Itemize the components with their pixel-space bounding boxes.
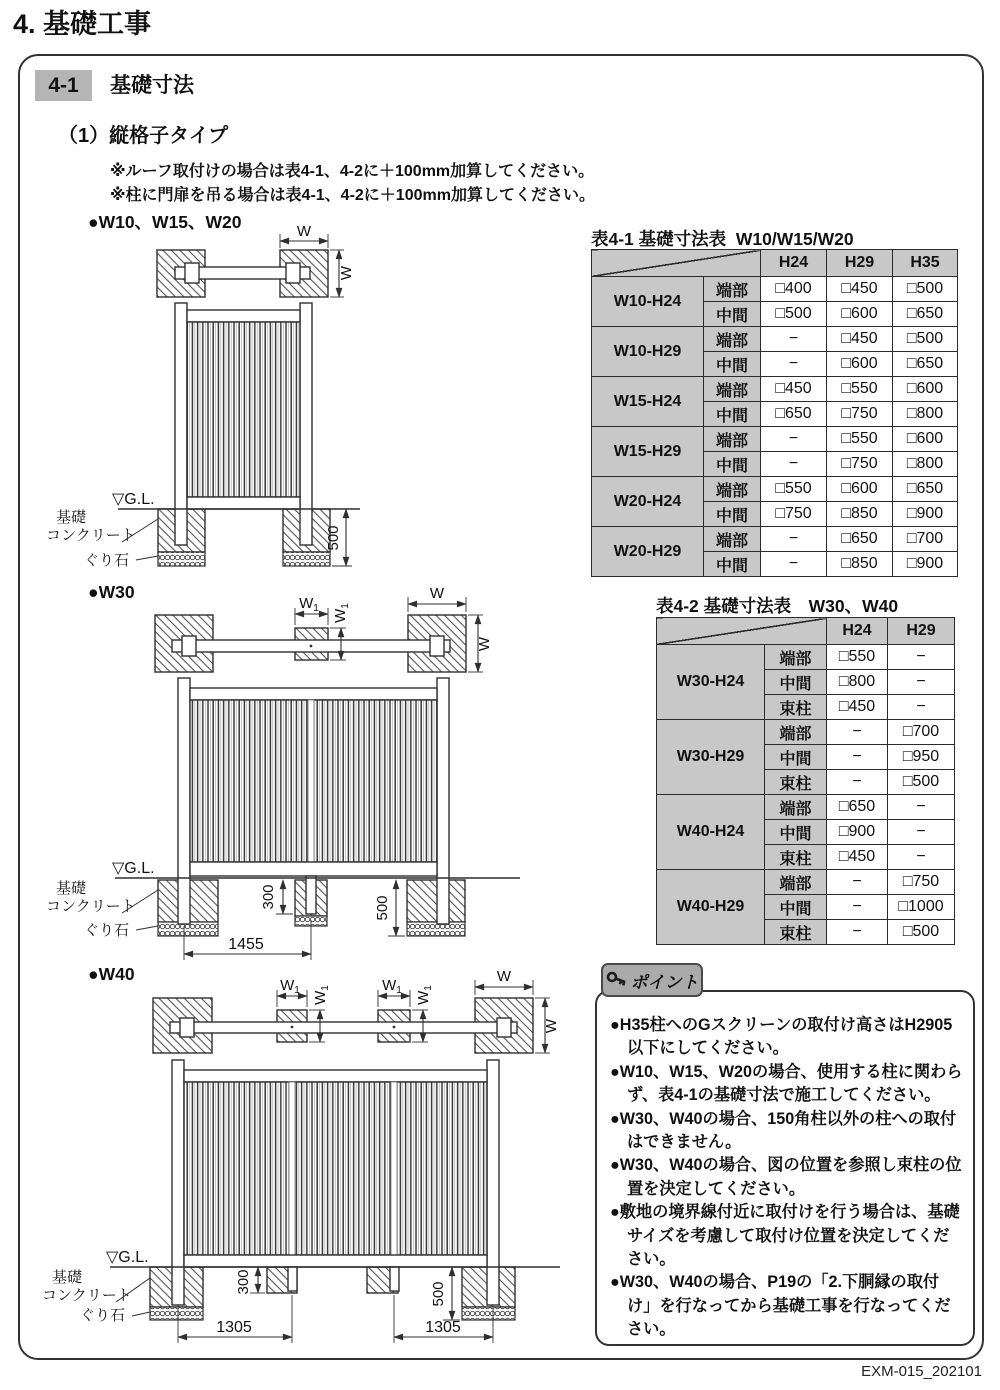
row-sub-label: 束柱 (765, 920, 827, 945)
row-group-label: W10-H29 (592, 327, 704, 377)
row-group-label: W40-H29 (657, 870, 765, 945)
dimension-value: □900 (893, 552, 958, 577)
w30-diagram (40, 580, 560, 970)
dimension-value: □450 (827, 277, 893, 302)
dimension-value: − (827, 745, 888, 770)
rubble-stones-right (462, 1307, 515, 1320)
dim-w-vertical: W (476, 636, 493, 652)
bottom-rail (184, 1255, 487, 1267)
dimension-value: □550 (827, 427, 893, 452)
dimension-value: − (761, 327, 827, 352)
plan-support-post-mark (310, 645, 313, 648)
row-sub-label: 中間 (704, 352, 761, 377)
row-group-label: W15-H24 (592, 377, 704, 427)
foundation-table-w10-w15-w20 (591, 249, 958, 577)
support-post (306, 876, 316, 914)
dimension-value: □500 (761, 302, 827, 327)
panel-center-seam (308, 700, 314, 862)
dim-500: 500 (325, 525, 342, 551)
note-gate: ※柱に門扉を吊る場合は表4-1、4-2に＋100mm加算してください。 (110, 187, 595, 204)
point-item: ●敷地の境界線付近に取付けを行う場合は、基礎サイズを考慮して取付け位置を決定してください。 (610, 1203, 960, 1269)
foundation-label-line2: コンクリート (42, 1287, 132, 1304)
dimension-value: − (827, 770, 888, 795)
plan-post-left (185, 263, 199, 283)
gl-label: ▽G.L. (112, 491, 155, 508)
support-post-a (288, 1267, 297, 1291)
dimension-value: □850 (827, 502, 893, 527)
rubble-stones-right (407, 922, 465, 936)
row-sub-label: 中間 (765, 895, 827, 920)
dim-w-vertical: W (338, 265, 355, 281)
row-group-label: W30-H29 (657, 720, 765, 795)
dimension-value: □500 (888, 920, 955, 945)
points-badge (601, 963, 703, 997)
row-sub-label: 中間 (704, 502, 761, 527)
dim-w1a-vertical: $W_1$ (312, 985, 331, 1005)
rubble-label: ぐり石 (84, 922, 130, 939)
dimension-value: □600 (893, 427, 958, 452)
row-sub-label: 束柱 (765, 845, 827, 870)
row-sub-label: 中間 (704, 552, 761, 577)
column-header: H35 (893, 250, 958, 277)
support-post-b (390, 1267, 399, 1291)
table-row (657, 870, 955, 895)
row-group-label: W10-H24 (592, 277, 704, 327)
subsection-title: （1）縦格子タイプ (58, 125, 229, 147)
document-code: EXM-015_202101 (861, 1363, 982, 1380)
table1-title: 表4-1 基礎寸法表 W10/W15/W20 (591, 229, 854, 249)
w30-plan-view (155, 585, 493, 672)
row-sub-label: 端部 (765, 795, 827, 820)
dimension-value: □900 (893, 502, 958, 527)
row-group-label: W30-H24 (657, 645, 765, 720)
dimension-value: □800 (893, 452, 958, 477)
dim-w1-vertical: $W_1$ (332, 603, 351, 623)
rubble-stones-right (283, 552, 330, 566)
dimension-value: □700 (893, 527, 958, 552)
points-box (595, 990, 975, 1346)
dimension-value: □600 (893, 377, 958, 402)
row-sub-label: 中間 (765, 745, 827, 770)
table-corner-cell (592, 250, 761, 277)
foundation-label-line1: 基礎 (52, 1269, 83, 1286)
dimension-value: − (761, 527, 827, 552)
dimension-value: □450 (827, 695, 888, 720)
foundation-label-line1: 基礎 (56, 509, 87, 526)
point-item: ●W10、W15、W20の場合、使用する柱に関わらず、表4-1の基礎寸法で施工してください。 (610, 1062, 963, 1105)
rubble-stones-left (150, 1307, 203, 1320)
gl-label: ▽G.L. (112, 860, 155, 877)
dimension-value: − (888, 645, 955, 670)
rubble-leader (132, 1312, 150, 1316)
section-number-badge: 4-1 (35, 70, 92, 101)
dim-300: 300 (235, 1269, 252, 1295)
dimension-value: □750 (888, 870, 955, 895)
dimension-value: □900 (827, 820, 888, 845)
points-badge-label: ポイント (630, 972, 699, 992)
dim-1305-b: 1305 (425, 1319, 461, 1336)
dimension-value: □700 (888, 720, 955, 745)
dim-w-horizontal: W (496, 968, 512, 985)
plan-post-left (180, 1018, 194, 1037)
dim-1305-a: 1305 (216, 1319, 252, 1336)
dimension-value: □550 (827, 377, 893, 402)
table2-title: 表4-2 基礎寸法表 W30、W40 (656, 596, 899, 616)
row-sub-label: 端部 (704, 277, 761, 302)
dim-w1-horizontal: $W_1$ (299, 595, 319, 614)
post-left (178, 678, 190, 924)
point-item: ●W30、W40の場合、150角柱以外の柱への取付はできません。 (610, 1109, 957, 1152)
dimension-value: − (827, 895, 888, 920)
diagram-label-w40: ●W40 (88, 964, 135, 984)
foundation-table-w30-w40 (656, 617, 955, 945)
diagram-label-w10: ●W10、W15、W20 (88, 212, 242, 232)
plan-screen-bar (170, 1022, 517, 1033)
table-row (592, 427, 958, 452)
dimension-value: □650 (827, 795, 888, 820)
table-row (592, 477, 958, 502)
dimension-value: □750 (761, 502, 827, 527)
top-rail (190, 688, 437, 700)
dimension-value: □1000 (888, 895, 955, 920)
table-row (657, 720, 955, 745)
w10-diagram (40, 225, 460, 575)
rubble-leader (136, 926, 158, 930)
w10-plan-view (157, 223, 355, 297)
dimension-value: □850 (827, 552, 893, 577)
dim-w-horizontal: W (429, 585, 445, 602)
points-list (610, 1014, 963, 1342)
dimension-value: □450 (761, 377, 827, 402)
dim-w-horizontal: W (296, 223, 312, 240)
row-group-label: W20-H24 (592, 477, 704, 527)
dimension-value: □550 (827, 645, 888, 670)
dimension-value: − (827, 720, 888, 745)
dimension-value: □500 (893, 277, 958, 302)
row-sub-label: 端部 (704, 527, 761, 552)
top-rail (184, 1070, 487, 1082)
row-sub-label: 束柱 (765, 770, 827, 795)
dimension-value: − (888, 845, 955, 870)
row-group-label: W15-H29 (592, 427, 704, 477)
row-sub-label: 端部 (704, 477, 761, 502)
point-item: ●H35柱へのGスクリーンの取付け高さはH2905以下にしてください。 (610, 1016, 953, 1058)
dimension-value: □550 (761, 477, 827, 502)
dimension-value: − (827, 920, 888, 945)
dim-500: 500 (374, 895, 391, 921)
dim-w1b-horizontal: $W_1$ (382, 977, 402, 996)
bottom-rail (190, 862, 437, 876)
foundation-concrete-right (407, 880, 465, 922)
dimension-value: □650 (827, 527, 893, 552)
dim-w1b-vertical: $W_1$ (415, 985, 434, 1005)
dimension-value: − (761, 552, 827, 577)
table-corner-cell (657, 618, 827, 645)
dimension-value: − (827, 870, 888, 895)
row-sub-label: 端部 (765, 720, 827, 745)
point-item: ●W30、W40の場合、P19の「2.下胴縁の取付け」を行なってから基礎工事を行なってください。 (610, 1273, 951, 1339)
plan-support-post-mark-a (291, 1026, 294, 1029)
plan-support-post-mark-b (393, 1026, 396, 1029)
plan-post-right (430, 636, 444, 656)
column-header: H24 (827, 618, 888, 645)
dimension-value: □500 (888, 770, 955, 795)
plan-post-right (497, 1018, 511, 1037)
table-row (592, 327, 958, 352)
row-sub-label: 中間 (765, 670, 827, 695)
dimension-value: − (761, 352, 827, 377)
dimension-value: □950 (888, 745, 955, 770)
section-title: 基礎寸法 (110, 74, 194, 97)
w10-front-view (46, 303, 360, 569)
row-sub-label: 端部 (765, 645, 827, 670)
foundation-label-line2: コンクリート (46, 527, 136, 544)
note-roof: ※ルーフ取付けの場合は表4-1、4-2に＋100mm加算してください。 (110, 163, 595, 180)
dimension-value: − (888, 820, 955, 845)
bottom-rail (187, 497, 300, 509)
point-item: ●W30、W40の場合、図の位置を参照し束柱の位置を決定してください。 (610, 1156, 962, 1198)
plan-post-left (182, 636, 196, 656)
table-row (657, 795, 955, 820)
plan-post-right (286, 263, 300, 283)
panel-seam-b (391, 1082, 397, 1255)
dim-500: 500 (430, 1281, 447, 1307)
dimension-value: − (888, 695, 955, 720)
table-row (657, 645, 955, 670)
rubble-stones-left (158, 552, 205, 566)
row-sub-label: 端部 (704, 427, 761, 452)
dim-w1a-horizontal: $W_1$ (280, 977, 300, 996)
dimension-value: − (888, 795, 955, 820)
column-header: H24 (761, 250, 827, 277)
key-icon (606, 970, 628, 990)
dimension-value: □600 (827, 477, 893, 502)
row-sub-label: 中間 (765, 820, 827, 845)
page-title: 4. 基礎工事 (13, 9, 152, 39)
w40-plan-view (153, 968, 560, 1053)
dimension-value: □650 (893, 477, 958, 502)
dimension-value: □450 (827, 845, 888, 870)
dimension-value: □650 (893, 302, 958, 327)
post-right (487, 1060, 499, 1305)
dimension-value: □600 (827, 302, 893, 327)
rubble-leader (136, 556, 158, 560)
dim-1455: 1455 (228, 936, 264, 953)
dimension-value: □800 (893, 402, 958, 427)
dimension-value: □400 (761, 277, 827, 302)
row-sub-label: 束柱 (765, 695, 827, 720)
post-right (437, 678, 449, 924)
dimension-value: □600 (827, 352, 893, 377)
dimension-value: □800 (827, 670, 888, 695)
row-sub-label: 中間 (704, 452, 761, 477)
row-sub-label: 端部 (765, 870, 827, 895)
w40-diagram (40, 960, 600, 1360)
dimension-value: □750 (827, 402, 893, 427)
dimension-value: □650 (893, 352, 958, 377)
diagram-label-w30: ●W30 (88, 582, 135, 602)
foundation-label-line1: 基礎 (56, 880, 87, 897)
row-group-label: W40-H24 (657, 795, 765, 870)
rubble-label: ぐり石 (80, 1307, 126, 1324)
row-sub-label: 中間 (704, 302, 761, 327)
row-sub-label: 端部 (704, 377, 761, 402)
dim-w-vertical: W (543, 1018, 560, 1034)
w30-front-view (46, 678, 520, 960)
row-sub-label: 端部 (704, 327, 761, 352)
table-row (592, 377, 958, 402)
dimension-value: □750 (827, 452, 893, 477)
top-rail (187, 310, 300, 322)
table-row (592, 527, 958, 552)
rubble-label: ぐり石 (84, 552, 130, 569)
gl-label: ▽G.L. (106, 1249, 149, 1266)
column-header: H29 (888, 618, 955, 645)
dimension-value: □650 (761, 402, 827, 427)
dimension-value: □450 (827, 327, 893, 352)
post-left (172, 1060, 184, 1305)
row-group-label: W20-H29 (592, 527, 704, 577)
dimension-value: □500 (893, 327, 958, 352)
lattice-panel (187, 322, 300, 497)
dimension-value: − (761, 452, 827, 477)
lattice-panel (184, 1082, 487, 1255)
foundation-label-line2: コンクリート (46, 898, 136, 915)
w40-front-view (42, 1060, 560, 1343)
dim-300: 300 (260, 884, 277, 910)
row-sub-label: 中間 (704, 402, 761, 427)
dimension-value: − (761, 427, 827, 452)
table-row (592, 277, 958, 302)
dimension-value: − (888, 670, 955, 695)
column-header: H29 (827, 250, 893, 277)
panel-seam-a (289, 1082, 295, 1255)
